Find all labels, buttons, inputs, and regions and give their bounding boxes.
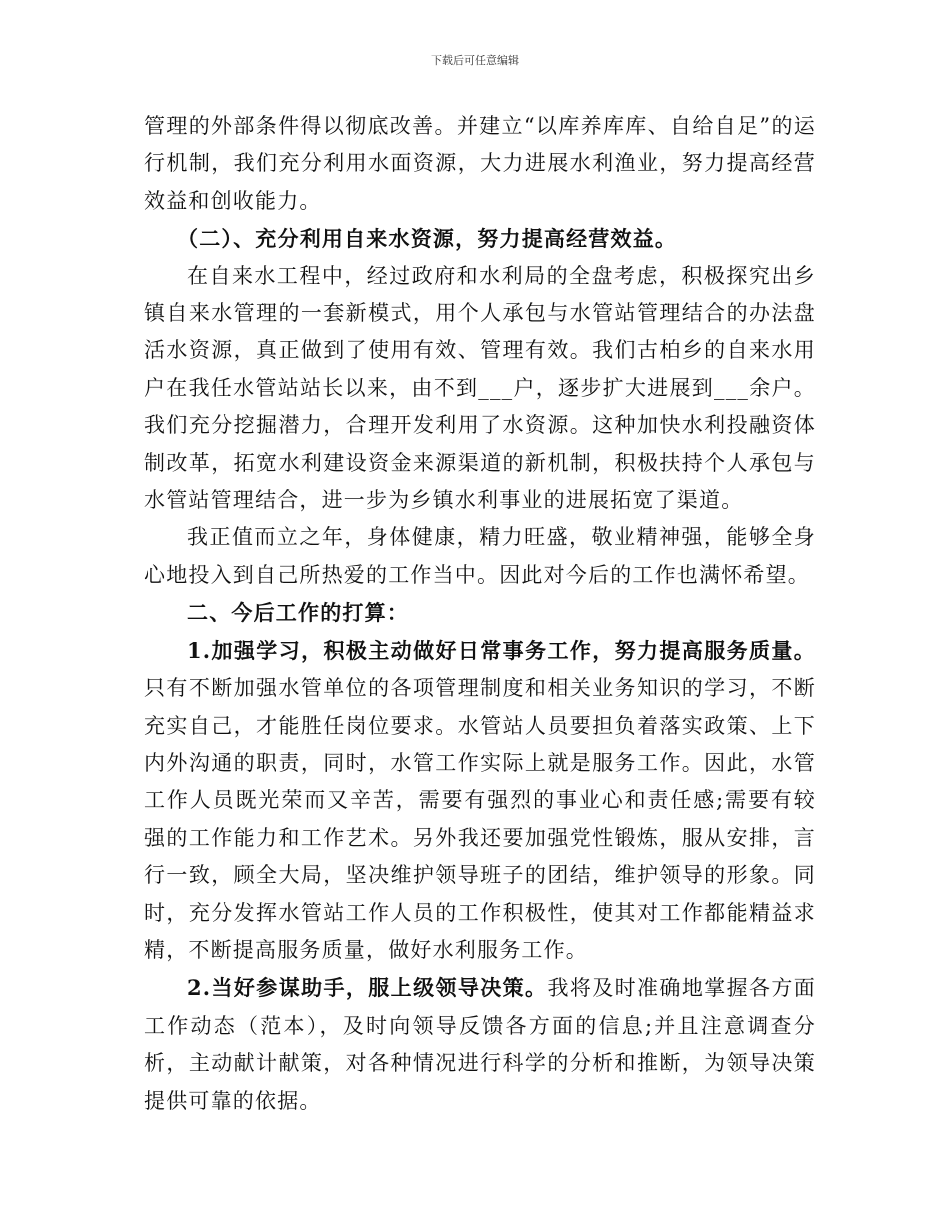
paragraph-plan-1 xyxy=(144,632,816,970)
paragraph-tap-water: 在自来水工程中，经过政府和水利局的全盘考虑，积极探究出乡镇自来水管理的一套新模式，用个人承包与水管站管理结合的办法盘活水资源，真正做到了使用有效、管理有效。我们古柏乡的自来水用户在我任水管站站长以来，由不到___户，逐步扩大进展到___余户。我们充分挖掘潜力，合理开发利用了水资源。这种加快水利投融资体制改革，拓宽水利建设资金来源渠道的新机制，积极扶持个人承包与水管站管理结合，进一步为乡镇水利事业的进展拓宽了渠道。 xyxy=(144,263,816,513)
plan-1-text: 只有不断加强水管单位的各项管理制度和相关业务知识的学习，不断充实自己，才能胜任岗位要求。水管站人员要担负着落实政策、上下内外沟通的职责，同时，水管工作实际上就是服务工作。因此，水管工作人员既光荣而又辛苦，需要有强烈的事业心和责任感;需要有较强的工作能力和工作艺术。另外我还要加强党性锻炼，服从安排，言行一致，顾全大局，坚决维护领导班子的团结，维护领导的形象。同时，充分发挥水管站工作人员的工作积极性，使其对工作都能精益求精，不断提高服务质量，做好水利服务工作。 xyxy=(144,676,816,962)
section-heading-future-plans: 二、今后工作的打算： xyxy=(187,600,409,626)
plan-1-heading: 1.加强学习，积极主动做好日常事务工作，努力提高服务质量。 xyxy=(187,637,816,663)
section-heading-water-resources: （二）、充分利用自来水资源，努力提高经营效益。 xyxy=(177,226,678,252)
paragraph-plan-2 xyxy=(144,969,816,1120)
plan-2-text: 我将及时准确地掌握各方面工作动态（范本），及时向领导反馈各方面的信息;并且注意调查分析，主动献计献策，对各种情况进行科学的分析和推断，为领导决策提供可靠的依据。 xyxy=(144,976,816,1113)
plan-2-heading: 2.当好参谋助手，服上级领导决策。 xyxy=(187,975,548,1001)
page-header-note: 下载后可任意编辑 xyxy=(431,54,519,67)
paragraph-intro: 管理的外部条件得以彻底改善。并建立“以库养库库、自给自足”的运行机制，我们充分利用水面资源，大力进展水利渔业，努力提高经营效益和创收能力。 xyxy=(144,114,816,213)
document-body xyxy=(144,108,816,1120)
paragraph-personal-state: 我正值而立之年，身体健康，精力旺盛，敬业精神强，能够全身心地投入到自己所热爱的工作当中。因此对今后的工作也满怀希望。 xyxy=(144,525,816,587)
